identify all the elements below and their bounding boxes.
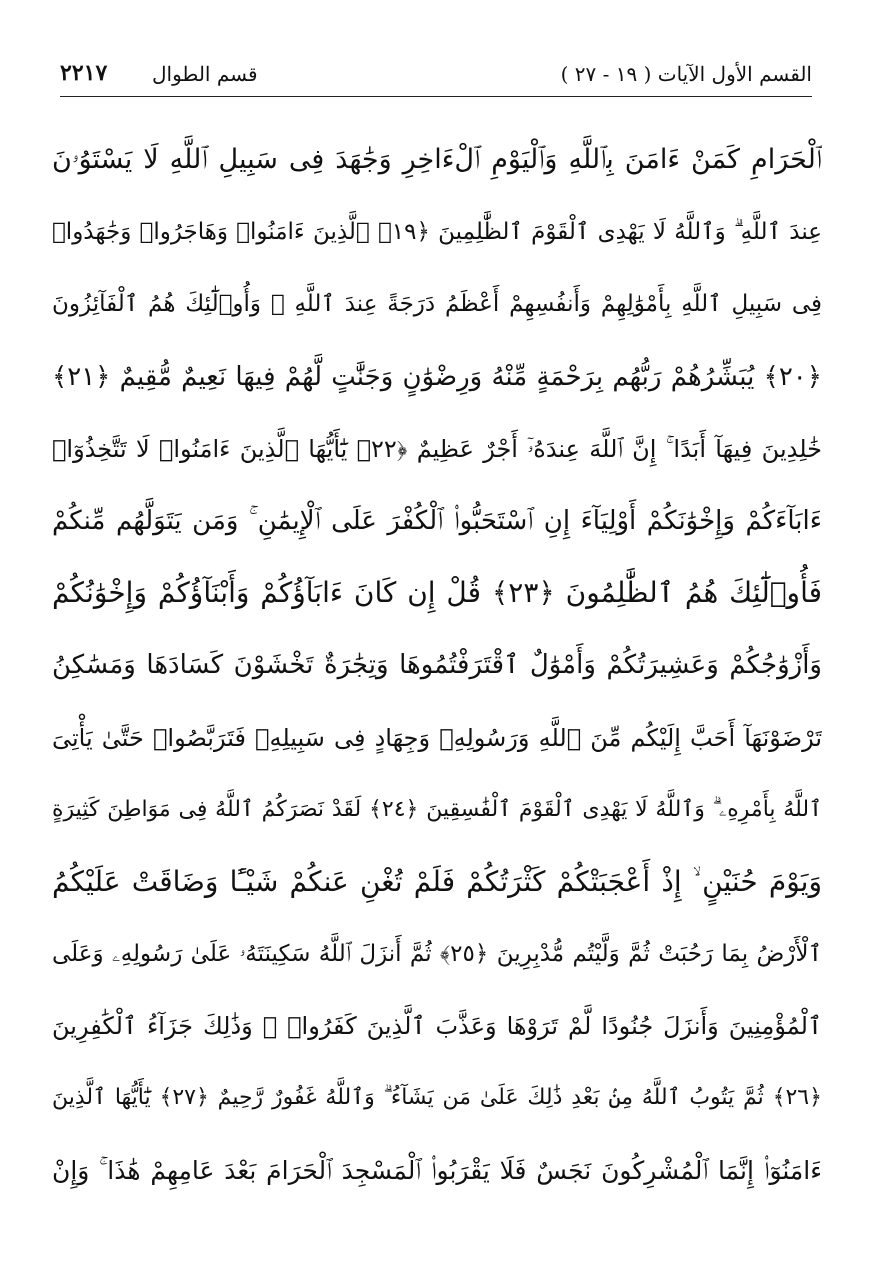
text-line: عِندَ ٱللَّهِ ۗ وَٱللَّهُ لَا يَهْدِى ٱلْقَوْمَ ٱلظَّٰلِمِينَ ﴿١٩﴾ ٱلَّذِينَ ءَامَنُوا۟ وَهَاجَرُوا۟ وَجَٰهَدُوا۟ bbox=[52, 219, 822, 246]
text-line: ٱلْأَرْضُ بِمَا رَحُبَتْ ثُمَّ وَلَّيْتُم مُّدْبِرِينَ ﴿٢٥﴾ ثُمَّ أَنزَلَ ٱللَّهُ سَكِينَتَهُۥ عَلَىٰ رَسُولِهِۦ وَعَلَى bbox=[52, 941, 822, 968]
page-number: ٢٢١٧ bbox=[60, 60, 108, 86]
header-divider bbox=[60, 96, 812, 97]
text-line: ءَامَنُوٓا۟ إِنَّمَا ٱلْمُشْرِكُونَ نَجَسٌ فَلَا يَقْرَبُوا۟ ٱلْمَسْجِدَ ٱلْحَرَامَ بَعْدَ عَامِهِمْ هَٰذَا ۚ وَإِنْ bbox=[52, 1155, 822, 1185]
page-header bbox=[60, 58, 812, 92]
text-line: فِى سَبِيلِ ٱللَّهِ بِأَمْوَٰلِهِمْ وَأَنفُسِهِمْ أَعْظَمُ دَرَجَةً عِندَ ٱللَّهِ ۚ وَأُو۟لَٰٓئِكَ هُمُ ٱلْفَآئِزُونَ bbox=[52, 291, 822, 318]
text-line: تَرْضَوْنَهَآ أَحَبَّ إِلَيْكُم مِّنَ ٱللَّهِ وَرَسُولِهِۦ وَجِهَادٍ فِى سَبِيلِهِۦ فَتَرَبَّصُوا۟ حَتَّىٰ يَأْتِىَ bbox=[52, 723, 822, 752]
quran-text-body bbox=[52, 124, 822, 1207]
text-line: وَيَوْمَ حُنَيْنٍ ۙ إِذْ أَعْجَبَتْكُمْ كَثْرَتُكُمْ فَلَمْ تُغْنِ عَنكُمْ شَيْـًٔا وَضَاقَتْ عَلَيْكُمُ bbox=[52, 864, 822, 898]
text-line: ٱلْمُؤْمِنِينَ وَأَنزَلَ جُنُودًا لَّمْ تَرَوْهَا وَعَذَّبَ ٱلَّذِينَ كَفَرُوا۟ ۚ وَذَٰلِكَ جَزَآءُ ٱلْكَٰفِرِينَ bbox=[52, 1012, 822, 1041]
text-line: ﴿٢٠﴾ يُبَشِّرُهُمْ رَبُّهُم بِرَحْمَةٍ مِّنْهُ وَرِضْوَٰنٍ وَجَنَّٰتٍ لَّهُمْ فِيهَا نَعِيمٌ مُّقِيمٌ ﴿٢١﴾ bbox=[52, 361, 822, 392]
part-title: قسم الطوال bbox=[152, 62, 258, 86]
text-line: ٱلْحَرَامِ كَمَنْ ءَامَنَ بِٱللَّهِ وَٱلْيَوْمِ ٱلْءَاخِرِ وَجَٰهَدَ فِى سَبِيلِ ٱللَّهِ لَا يَسْتَوُۥنَ bbox=[52, 144, 822, 175]
text-line: ﴿٢٦﴾ ثُمَّ يَتُوبُ ٱللَّهُ مِنۢ بَعْدِ ذَٰلِكَ عَلَىٰ مَن يَشَآءُ ۗ وَٱللَّهُ غَفُورٌ رَّحِيمٌ ﴿٢٧﴾ يَٰٓأَيُّهَا ٱلَّذِينَ bbox=[52, 1085, 822, 1111]
text-line: ٱللَّهُ بِأَمْرِهِۦ ۗ وَٱللَّهُ لَا يَهْدِى ٱلْقَوْمَ ٱلْفَٰسِقِينَ ﴿٢٤﴾ لَقَدْ نَصَرَكُمُ ٱللَّهُ فِى مَوَاطِنَ كَثِيرَةٍ bbox=[52, 796, 822, 822]
text-line: فَأُو۟لَٰٓئِكَ هُمُ ٱلظَّٰلِمُونَ ﴿٢٣﴾ قُلْ إِن كَانَ ءَابَآؤُكُمْ وَأَبْنَآؤُكُمْ وَإِخْوَٰنُكُمْ bbox=[52, 576, 822, 610]
text-line: خَٰلِدِينَ فِيهَآ أَبَدًا ۚ إِنَّ ٱللَّهَ عِندَهُۥٓ أَجْرٌ عَظِيمٌ ﴿٢٢﴾ يَٰٓأَيُّهَا ٱلَّذِينَ ءَامَنُوا۟ لَا تَتَّخِذُوٓا۟ bbox=[52, 434, 822, 463]
text-line: ءَابَآءَكُمْ وَإِخْوَٰنَكُمْ أَوْلِيَآءَ إِنِ ٱسْتَحَبُّوا۟ ٱلْكُفْرَ عَلَى ٱلْإِيمَٰنِ ۚ وَمَن يَتَوَلَّهُم مِّنكُمْ bbox=[52, 505, 822, 536]
section-title: القسم الأول الآيات ( ١٩ - ٢٧ ) bbox=[560, 62, 812, 86]
text-line: وَأَزْوَٰجُكُمْ وَعَشِيرَتُكُمْ وَأَمْوَٰلٌ ٱقْتَرَفْتُمُوهَا وَتِجَٰرَةٌ تَخْشَوْنَ كَسَادَهَا وَمَسَٰكِنُ bbox=[52, 650, 822, 681]
